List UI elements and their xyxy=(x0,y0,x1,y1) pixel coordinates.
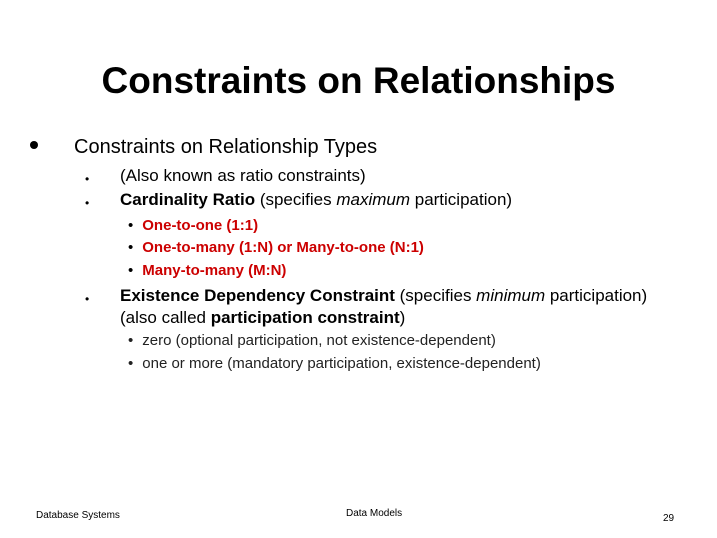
bullet-glyph: • xyxy=(128,217,134,234)
bullet-glyph: • xyxy=(128,239,134,256)
slide-title: Constraints on Relationships xyxy=(101,60,616,101)
existence-item xyxy=(128,332,496,349)
cardinality-italic: maximum xyxy=(336,190,411,209)
existence-italic: minimum xyxy=(476,286,546,305)
main-bullet-text: Constraints on Relationship Types xyxy=(74,136,378,158)
existence-item-text: one or more (mandatory participation, existence-dependent) xyxy=(142,355,541,372)
bullet-glyph: • xyxy=(85,196,90,210)
level1-bullet-dot xyxy=(30,141,38,149)
existence-item xyxy=(128,355,541,372)
existence-bold: Existence Dependency Constraint xyxy=(120,286,395,305)
sub-bullet-ratio: (Also known as ratio constraints) xyxy=(120,166,366,185)
bullet-glyph: • xyxy=(128,262,134,279)
sub-bullet-existence-line2 xyxy=(120,308,405,328)
existence-line2-bold: participation constraint xyxy=(210,308,400,327)
bullet-glyph: • xyxy=(85,292,90,306)
bullet-glyph: • xyxy=(128,332,134,349)
cardinality-item xyxy=(128,217,258,234)
existence-line2-post: ) xyxy=(399,308,406,327)
cardinality-pre: (specifies xyxy=(255,190,337,209)
page-number: 29 xyxy=(663,513,675,524)
existence-line2-pre: (also called xyxy=(120,308,211,327)
sub-bullet-existence xyxy=(120,286,647,306)
footer-center: Data Models xyxy=(346,508,403,519)
bullet-glyph: • xyxy=(85,172,90,186)
cardinality-item-text: One-to-one (1:1) xyxy=(142,217,259,234)
cardinality-item-text: Many-to-many (M:N) xyxy=(142,262,287,279)
existence-item-text: zero (optional participation, not existence-dependent) xyxy=(142,332,496,349)
existence-pre: (specifies xyxy=(394,286,477,305)
cardinality-bold: Cardinality Ratio xyxy=(120,190,256,209)
bullet-glyph: • xyxy=(128,355,134,372)
sub-bullet-cardinality xyxy=(120,190,512,210)
footer-left: Database Systems xyxy=(36,510,120,521)
cardinality-item xyxy=(128,239,424,256)
cardinality-item xyxy=(128,262,286,279)
cardinality-post: participation) xyxy=(410,190,513,209)
existence-post: participation) xyxy=(545,286,648,305)
cardinality-item-text: One-to-many (1:N) or Many-to-one (N:1) xyxy=(142,239,424,256)
